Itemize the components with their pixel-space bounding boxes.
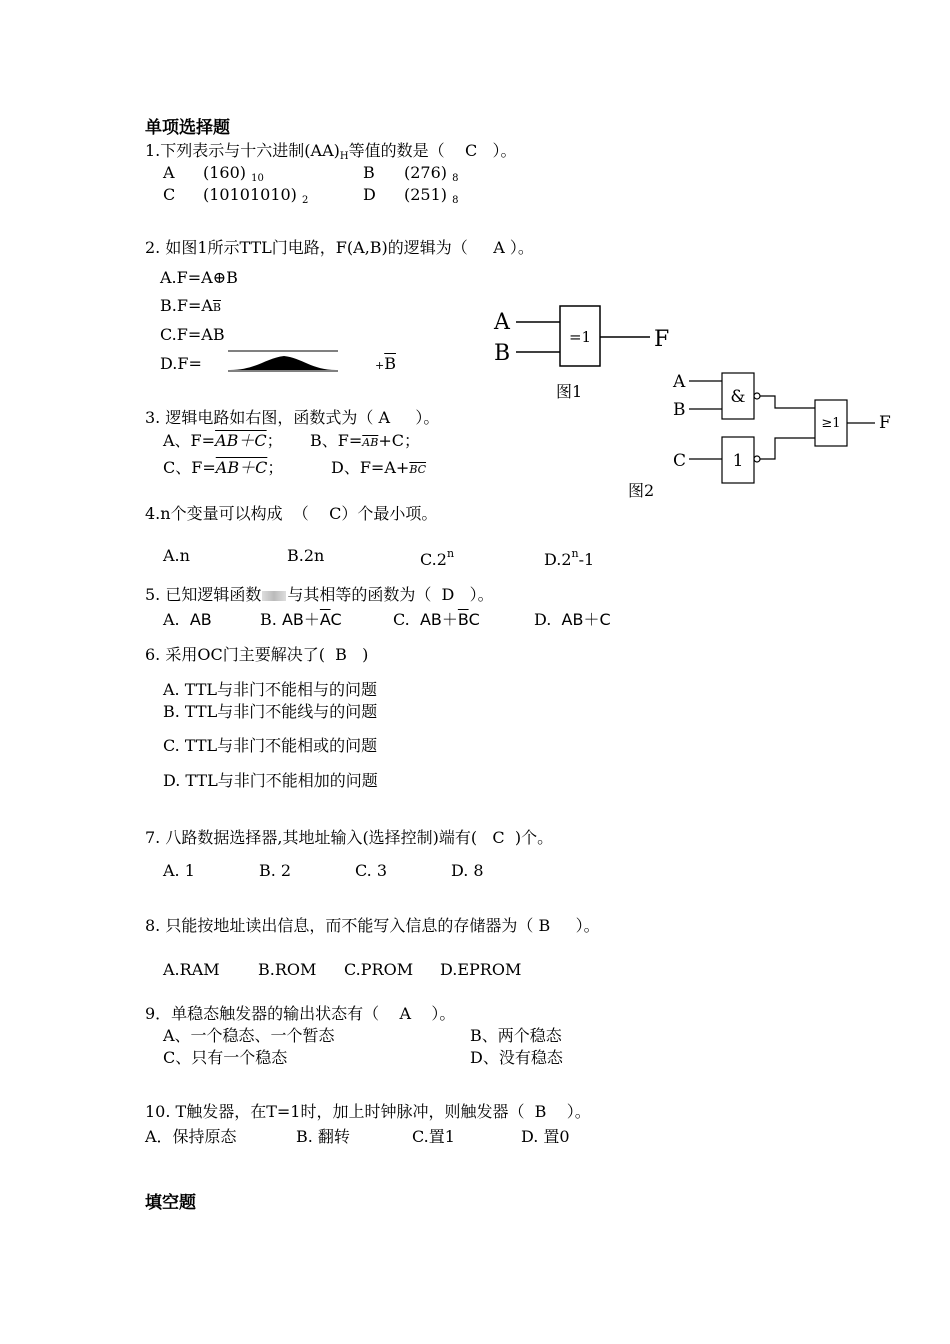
q7-option-b: B. 2	[259, 861, 292, 880]
q5-option-a: A. AB	[163, 610, 212, 629]
fig1-gate-label: =1	[568, 328, 592, 346]
fig2-input-a: A	[673, 372, 686, 392]
q5-stem: 5. 已知逻辑函数 与其相等的函数为（ D ）。	[145, 585, 494, 604]
q3-option-d: D、$F=A+\overline{BC}$	[331, 458, 427, 477]
fig2-or-gate-label: ≥1	[821, 416, 841, 431]
figure-1-xor-gate	[490, 302, 680, 372]
q4-option-b: B.2n	[287, 546, 325, 565]
q8-option-c: C.PROM	[344, 960, 414, 979]
q9-option-b: B、两个稳态	[470, 1026, 562, 1045]
q2-option-d-formula-image	[226, 346, 341, 374]
q2-option-b: $B.F=A\overline{B}$	[160, 296, 221, 315]
q1-option-b-value: (276) $_8$	[404, 163, 459, 184]
q1-option-c-value: (10101010) $_2$	[203, 185, 309, 206]
q4-option-c: C.2$^n$	[420, 547, 455, 569]
fig2-output-f: F	[879, 413, 891, 433]
q1-option-c-label: C	[163, 185, 176, 204]
q8-option-b: B.ROM	[258, 960, 317, 979]
q6-option-b: B. TTL与非门不能线与的问题	[163, 702, 378, 721]
fig2-and-gate-label: &	[730, 387, 746, 407]
q1-option-d-label: D	[363, 185, 376, 204]
q2-option-c: C.F=AB	[160, 325, 225, 344]
q5-option-d: D. AB＋C	[534, 610, 611, 629]
q10-option-b: B. 翻转	[296, 1127, 350, 1146]
section-title-choice: 单项选择题	[145, 118, 230, 138]
q9-option-c: C、只有一个稳态	[163, 1048, 288, 1067]
fig2-input-c: C	[673, 451, 687, 471]
q1-stem: 1.下列表示与十六进制$(AA)_H$等值的数是（ C ）。	[145, 141, 517, 162]
q6-option-d: D. TTL与非门不能相加的问题	[163, 771, 378, 790]
fig2-not-gate-label: 1	[732, 451, 744, 471]
q10-option-c: C.置1	[412, 1127, 455, 1146]
q7-option-a: A. 1	[163, 861, 195, 880]
figure-2-logic-circuit	[665, 366, 900, 488]
q8-option-d: D.EPROM	[440, 960, 522, 979]
q3-stem: 3. 逻辑电路如右图，函数式为（ A ）。	[145, 408, 440, 427]
figure-1-caption: 图1	[556, 382, 583, 401]
fig1-input-b: B	[494, 341, 511, 366]
q1-option-a-label: A	[163, 163, 175, 182]
q5-option-c: C. $AB+\overline{B}C$	[393, 610, 480, 629]
q3-option-c: C、F=AB＋C；	[163, 458, 284, 477]
q7-option-d: D. 8	[451, 861, 484, 880]
q3-option-a: A、F=AB＋C；	[163, 431, 283, 450]
q2-option-a: A.F=A⊕B	[160, 268, 238, 287]
q10-option-d: D. 置0	[521, 1127, 570, 1146]
q4-stem: 4.n个变量可以构成 （ C）个最小项。	[145, 504, 438, 523]
q2-option-d-tail: $+\overline{B}$	[375, 354, 396, 373]
q6-option-c: C. TTL与非门不能相或的问题	[163, 736, 378, 755]
q1-option-d-value: (251) $_8$	[404, 185, 459, 206]
q1-option-a-value: (160) $_{10}$	[203, 163, 264, 184]
q7-stem: 7. 八路数据选择器,其地址输入(选择控制)端有( C )个。	[145, 828, 554, 847]
q9-stem: 9．单稳态触发器的输出状态有（ A ）。	[145, 1004, 456, 1023]
fig1-input-a: A	[494, 310, 510, 335]
q8-option-a: A.RAM	[163, 960, 220, 979]
section-title-fill: 填空题	[145, 1193, 196, 1213]
q5-option-b: B. $AB+\overline{A}C$	[260, 610, 342, 629]
q4-option-d: D.2$^n$-1	[544, 547, 595, 569]
q2-option-d: D.F=	[160, 354, 202, 373]
fig2-input-b: B	[673, 400, 686, 420]
q4-option-a: A.n	[163, 546, 190, 565]
q3-option-b: B、$F=\overline{AB}+C$；	[310, 431, 420, 450]
q6-option-a: A. TTL与非门不能相与的问题	[163, 680, 377, 699]
q10-stem: 10. T触发器，在T=1时，加上时钟脉冲，则触发器（ B ）。	[145, 1102, 591, 1121]
q6-stem: 6. 采用OC门主要解决了( B )	[145, 645, 369, 664]
q5-formula-image	[262, 591, 286, 601]
q9-option-d: D、没有稳态	[470, 1048, 563, 1067]
q2-stem: 2. 如图1所示TTL门电路，F(A,B)的逻辑为（ A ）。	[145, 238, 534, 257]
fig1-output-f: F	[654, 327, 670, 352]
q9-option-a: A、一个稳态、一个暂态	[163, 1026, 335, 1045]
q7-option-c: C. 3	[355, 861, 388, 880]
q1-option-b-label: B	[363, 163, 375, 182]
q8-stem: 8. 只能按地址读出信息，而不能写入信息的存储器为（ B ）。	[145, 916, 600, 935]
q10-option-a: A．保持原态	[145, 1127, 237, 1146]
figure-2-caption: 图2	[628, 481, 655, 500]
